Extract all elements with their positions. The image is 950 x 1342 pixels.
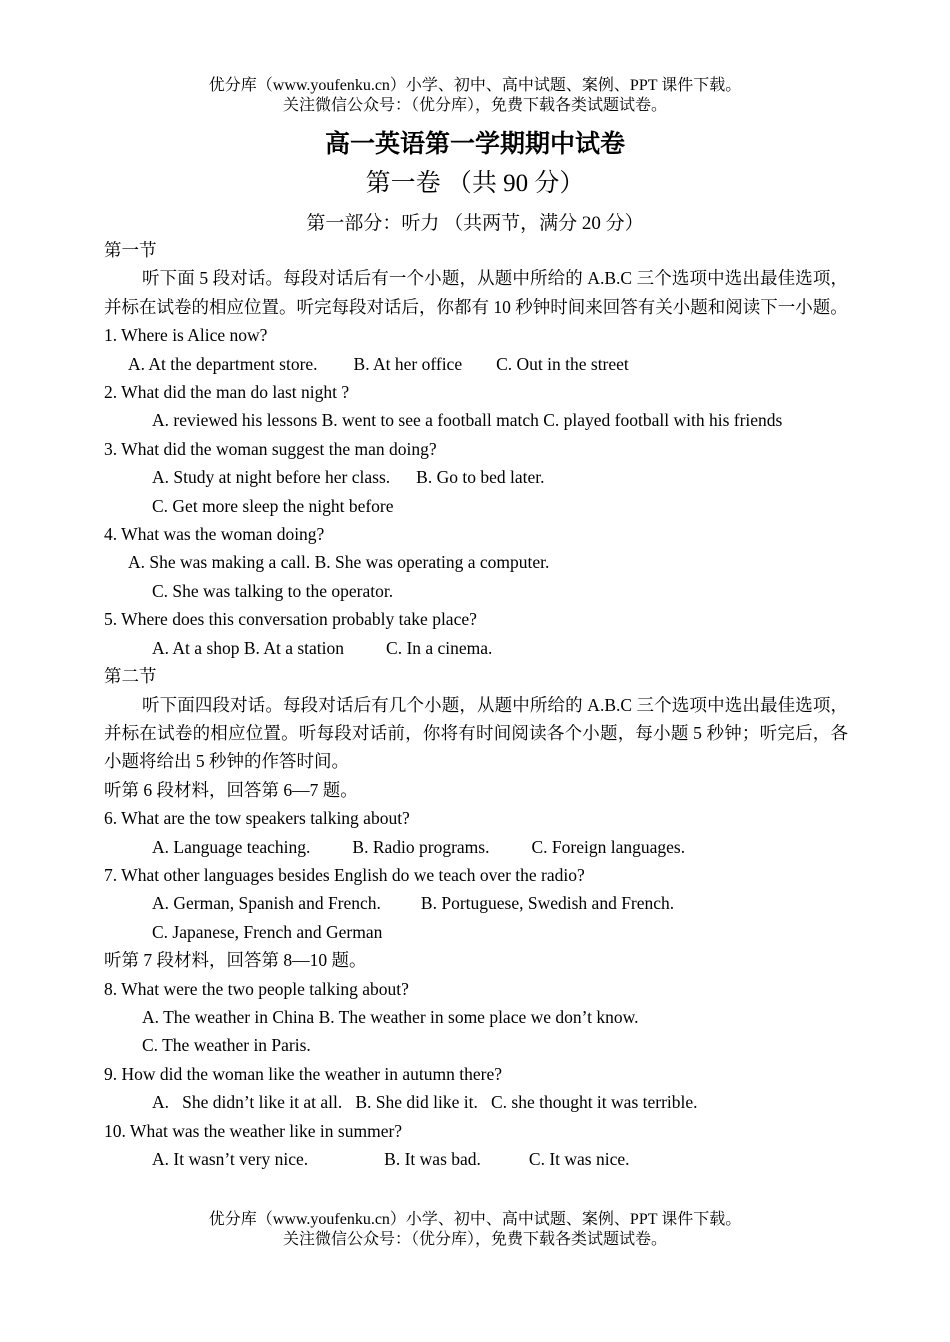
question-5-stem: 5. Where does this conversation probably take place? [104,609,477,630]
part-1-title: 第一部分：听力 （共两节，满分 20 分） [306,213,644,234]
question-3-options [104,463,848,491]
question-10-option-a: A. It wasn’t very nice. [152,1149,309,1169]
header-line-1: 优分库（www.youfenku.cn）小学、初中、高中试题、案例、PPT 课件下载。 [208,77,742,94]
section-2-instructions: 听下面四段对话。每段对话后有几个小题，从题中所给的 A.B.C 三个选项中选出最佳选项，并标在试卷的相应位置。听每段对话前，你将有时间阅读各个小题，每小题 5 秒钟；听完后，各小题将给出 5 秒钟的作答时间。 [104,694,848,772]
question-1-option-a: A. At the department store. [128,353,318,374]
footer-line-2: 关注微信公众号：（优分库），免费下载各类试题试卷。 [282,1231,667,1248]
question-1-stem: 1. Where is Alice now? [104,325,268,346]
exam-content [104,236,848,1173]
question-10-options [104,1145,848,1173]
question-3-stem: 3. What did the woman suggest the man doing? [104,438,437,459]
question-8-stem: 8. What were the two people talking about? [104,978,409,999]
question-6-option-a: A. Language teaching. [152,836,311,857]
question-3-option-a: A. Study at night before her class. [152,467,391,488]
section-1-heading: 第一节 [104,240,157,260]
question-4-option-c: C. She was talking to the operator. [152,580,394,601]
question-6-options [104,833,848,861]
question-7-option-c: C. Japanese, French and German [152,921,383,942]
question-7-options [104,889,848,917]
header-line-2: 关注微信公众号：（优分库），免费下载各类试题试卷。 [282,97,667,114]
question-7-option-b: B. Portuguese, Swedish and French. [420,893,675,914]
section-1-instructions: 听下面 5 段对话。每段对话后有一个小题，从题中所给的 A.B.C 三个选项中选出最佳选项，并标在试卷的相应位置。听完每段对话后，你都有 10 秒钟时间来回答有关小题和阅读下一小题。 [104,268,848,317]
footer-line-1: 优分库（www.youfenku.cn）小学、初中、高中试题、案例、PPT 课件下载。 [208,1211,742,1228]
listen-material-6: 听第 6 段材料，回答第 6—7 题。 [104,779,358,800]
question-7-stem: 7. What other languages besides English do we teach over the radio? [104,864,585,885]
question-8-options-ab: A. The weather in China B. The weather in some place we don’t know. [142,1006,639,1027]
question-2-options: A. reviewed his lessons B. went to see a football match C. played football with his friends [152,410,783,431]
question-8-option-c: C. The weather in Paris. [142,1035,311,1056]
section-2-heading: 第二节 [104,666,157,687]
question-6-option-c: C. Foreign languages. [531,836,686,857]
question-3-option-b: B. Go to bed later. [416,467,545,488]
question-4-stem: 4. What was the woman doing? [104,524,325,545]
question-9-options: A. She didn’t like it at all. B. She did like it. C. she thought it was terrible. [152,1092,698,1113]
question-10-option-c: C. It was nice. [528,1149,630,1169]
question-10-stem: 10. What was the weather like in summer? [104,1120,403,1141]
exam-subtitle: 第一卷 （共 90 分） [365,170,585,197]
listen-material-7: 听第 7 段材料，回答第 8—10 题。 [104,950,367,971]
question-9-stem: 9. How did the woman like the weather in autumn there? [104,1063,503,1084]
page-footer [0,1210,950,1250]
question-1-option-b: B. At her office [353,353,463,374]
question-1-option-c: C. Out in the street [496,353,629,374]
question-7-option-a: A. German, Spanish and French. [152,893,381,914]
question-1-options [104,350,848,378]
exam-title: 高一英语第一学期期中试卷 [324,129,625,158]
page-header [0,76,950,116]
question-6-option-b: B. Radio programs. [352,836,490,857]
question-5-options [104,634,848,662]
question-10-option-b: B. It was bad. [384,1149,481,1169]
question-5-option-c: C. In a cinema. [386,637,493,658]
question-4-options-ab: A. She was making a call. B. She was operating a computer. [128,552,550,573]
question-3-option-c: C. Get more sleep the night before [152,495,394,516]
question-5-options-ab: A. At a shop B. At a station [152,637,345,658]
question-6-stem: 6. What are the tow speakers talking about? [104,808,410,829]
question-2-stem: 2. What did the man do last night ? [104,382,350,403]
